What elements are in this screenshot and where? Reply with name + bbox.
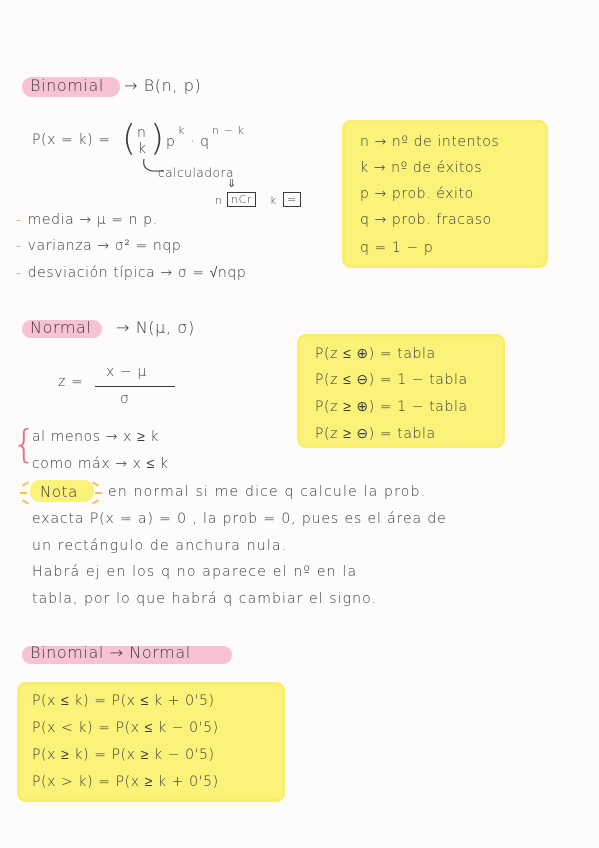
binomial-box-line: q = 1 − p	[360, 240, 434, 256]
binomial-bullet-stddev	[16, 264, 246, 281]
nota-label: Nota	[40, 483, 78, 501]
nota-ray	[20, 492, 27, 494]
correction-line: P(x < k) = P(x ≤ k − 0'5)	[32, 720, 219, 736]
normal-box-line: P(z ≤ ⊕) = tabla	[315, 346, 436, 362]
z-numerator: x − μ	[106, 364, 147, 380]
nota-line: un rectángulo de anchura nula.	[32, 538, 288, 554]
nota-ray	[95, 492, 102, 494]
correction-line: P(x > k) = P(x ≥ k + 0'5)	[32, 774, 219, 790]
rule-at-least: al menos → x ≥ k	[32, 429, 160, 445]
binomial-dot-q: · q	[190, 134, 210, 150]
bullet-text: varianza → σ² = nqp	[27, 238, 182, 254]
binomial-q-exp: n − k	[212, 124, 245, 137]
binomial-definition: → B(n, p)	[124, 76, 202, 95]
binomial-box-line: p → prob. éxito	[360, 186, 474, 202]
bullet-dash: -	[16, 238, 22, 254]
correction-line: P(x ≤ k) = P(x ≤ k + 0'5)	[32, 693, 215, 709]
binomial-bullet-mean	[16, 212, 158, 228]
normal-definition: → N(μ, σ)	[116, 318, 195, 337]
binomial-box-line: q → prob. fracaso	[360, 212, 492, 228]
bullet-text: desviación típica → σ = √nqp	[27, 265, 247, 281]
binom-open-paren: (	[122, 118, 137, 159]
bullet-text: media → μ = n p.	[27, 212, 158, 228]
binom-k: k	[138, 141, 147, 157]
correction-line: P(x ≥ k) = P(x ≥ k − 0'5)	[32, 747, 215, 763]
calc-key-ncr: nCr	[227, 192, 256, 207]
binomial-p: p	[166, 134, 176, 150]
z-denominator: σ	[120, 391, 130, 407]
binomial-formula-left: P(x = k) =	[32, 132, 111, 148]
binomial-p-exp: k	[178, 124, 185, 137]
normal-title: Normal	[30, 318, 92, 337]
normal-box-line: P(z ≥ ⊕) = 1 − tabla	[315, 399, 468, 415]
binomial-box-line: n → nº de intentos	[360, 134, 500, 150]
calc-down-arrow: ⇓	[227, 177, 237, 190]
rule-at-most: como máx → x ≤ k	[32, 456, 169, 472]
binomial-box-line: k → nº de éxitos	[360, 160, 483, 176]
normal-box-line: P(z ≥ ⊖) = tabla	[315, 426, 436, 442]
nota-ray	[22, 481, 29, 486]
nota-line: en normal si me dice q calcule la prob.	[108, 484, 427, 500]
calc-key-k: k	[270, 194, 277, 207]
binom-close-paren: )	[150, 118, 165, 159]
calc-note: calculadora	[158, 166, 235, 180]
bullet-dash: -	[16, 212, 22, 228]
binom-n: n	[137, 125, 147, 141]
nota-ray	[92, 499, 99, 504]
nota-ray	[22, 499, 29, 504]
calc-key-eq: =	[283, 192, 301, 207]
binomial-title: Binomial	[30, 76, 104, 95]
calc-key-n: n	[215, 194, 223, 207]
binomial-bullet-variance	[16, 238, 181, 254]
nota-line: tabla, por lo que habrá q cambiar el signo.	[32, 591, 378, 607]
bin-normal-title: Binomial → Normal	[30, 643, 191, 662]
bullet-dash: -	[16, 265, 22, 281]
rules-brace: {	[12, 422, 37, 466]
z-fraction-bar	[95, 386, 175, 387]
z-formula-left: z =	[58, 374, 84, 390]
normal-box-line: P(z ≤ ⊖) = 1 − tabla	[315, 372, 468, 388]
nota-line: Habrá ej en los q no aparece el nº en la	[32, 564, 358, 580]
nota-line: exacta P(x = a) = 0 , la prob = 0, pues es el área de	[32, 511, 447, 527]
